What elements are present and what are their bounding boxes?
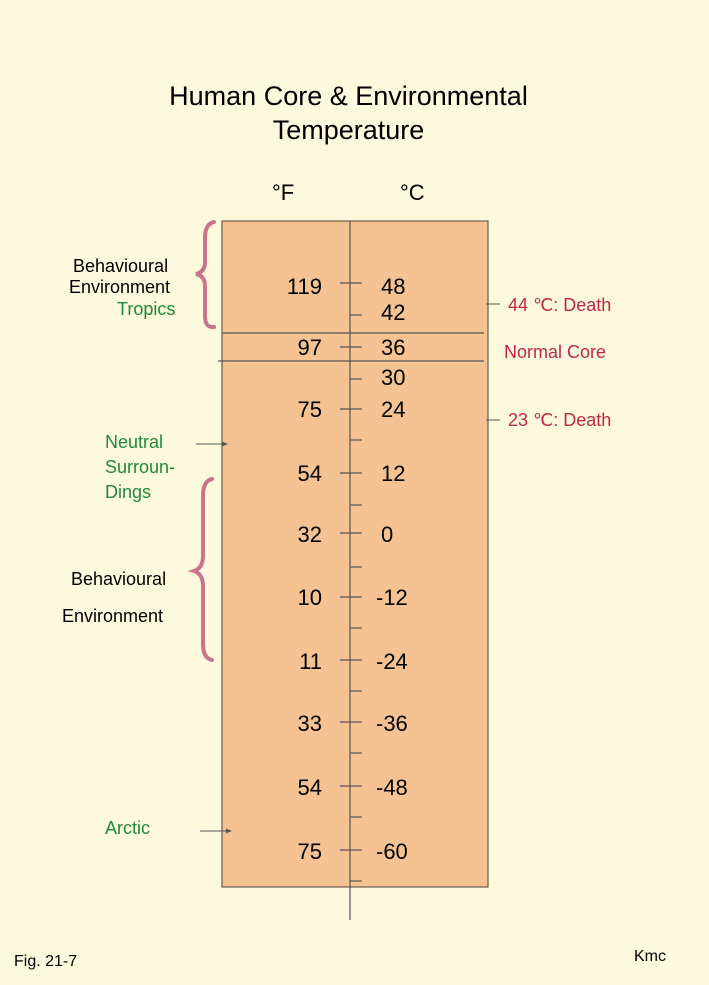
celsius-value: 36 bbox=[381, 335, 406, 360]
environment-top-label: Environment bbox=[69, 277, 171, 297]
fahrenheit-value: 11 bbox=[299, 649, 322, 674]
celsius-value: 48 bbox=[381, 274, 406, 299]
celsius-unit: °C bbox=[400, 180, 425, 205]
behavioural-top-label: Behavioural bbox=[73, 256, 169, 276]
environment-bottom-label: Environment bbox=[62, 606, 164, 626]
author-initials: Kmc bbox=[634, 948, 666, 965]
surroundings-label-1: Surroun- bbox=[105, 457, 176, 477]
celsius-value: -24 bbox=[376, 649, 408, 674]
brace-bottom bbox=[194, 479, 212, 660]
fahrenheit-unit: °F bbox=[272, 180, 295, 205]
brace-top bbox=[196, 222, 214, 327]
title-line-2: Temperature bbox=[272, 115, 425, 145]
celsius-value: -48 bbox=[376, 775, 408, 800]
surroundings-label-2: Dings bbox=[105, 482, 152, 502]
fahrenheit-value: 10 bbox=[297, 585, 322, 610]
death-low-label: 23 ℃: Death bbox=[508, 410, 612, 430]
fahrenheit-value: 32 bbox=[297, 522, 322, 547]
celsius-value: 42 bbox=[381, 300, 406, 325]
title-line-1: Human Core & Environmental bbox=[169, 81, 528, 111]
celsius-value: 12 bbox=[381, 461, 406, 486]
celsius-value: -60 bbox=[376, 839, 408, 864]
death-high-label: 44 ℃: Death bbox=[508, 295, 612, 315]
fahrenheit-value: 119 bbox=[286, 274, 322, 299]
celsius-value: -36 bbox=[376, 711, 408, 736]
fahrenheit-value: 54 bbox=[297, 461, 322, 486]
normal-core-label: Normal Core bbox=[504, 342, 607, 362]
celsius-value: 30 bbox=[381, 365, 406, 390]
figure-number: Fig. 21-7 bbox=[14, 953, 78, 970]
fahrenheit-value: 33 bbox=[297, 711, 322, 736]
fahrenheit-value: 97 bbox=[297, 335, 322, 360]
neutral-label: Neutral bbox=[105, 432, 164, 452]
fahrenheit-value: 75 bbox=[297, 397, 322, 422]
celsius-value: -12 bbox=[376, 585, 408, 610]
celsius-value: 24 bbox=[381, 397, 406, 422]
fahrenheit-value: 75 bbox=[297, 839, 322, 864]
tropics-label: Tropics bbox=[117, 299, 176, 319]
celsius-value: 0 bbox=[381, 522, 394, 547]
behavioural-bottom-label: Behavioural bbox=[71, 569, 167, 589]
fahrenheit-value: 54 bbox=[297, 775, 322, 800]
arctic-label: Arctic bbox=[105, 818, 150, 838]
